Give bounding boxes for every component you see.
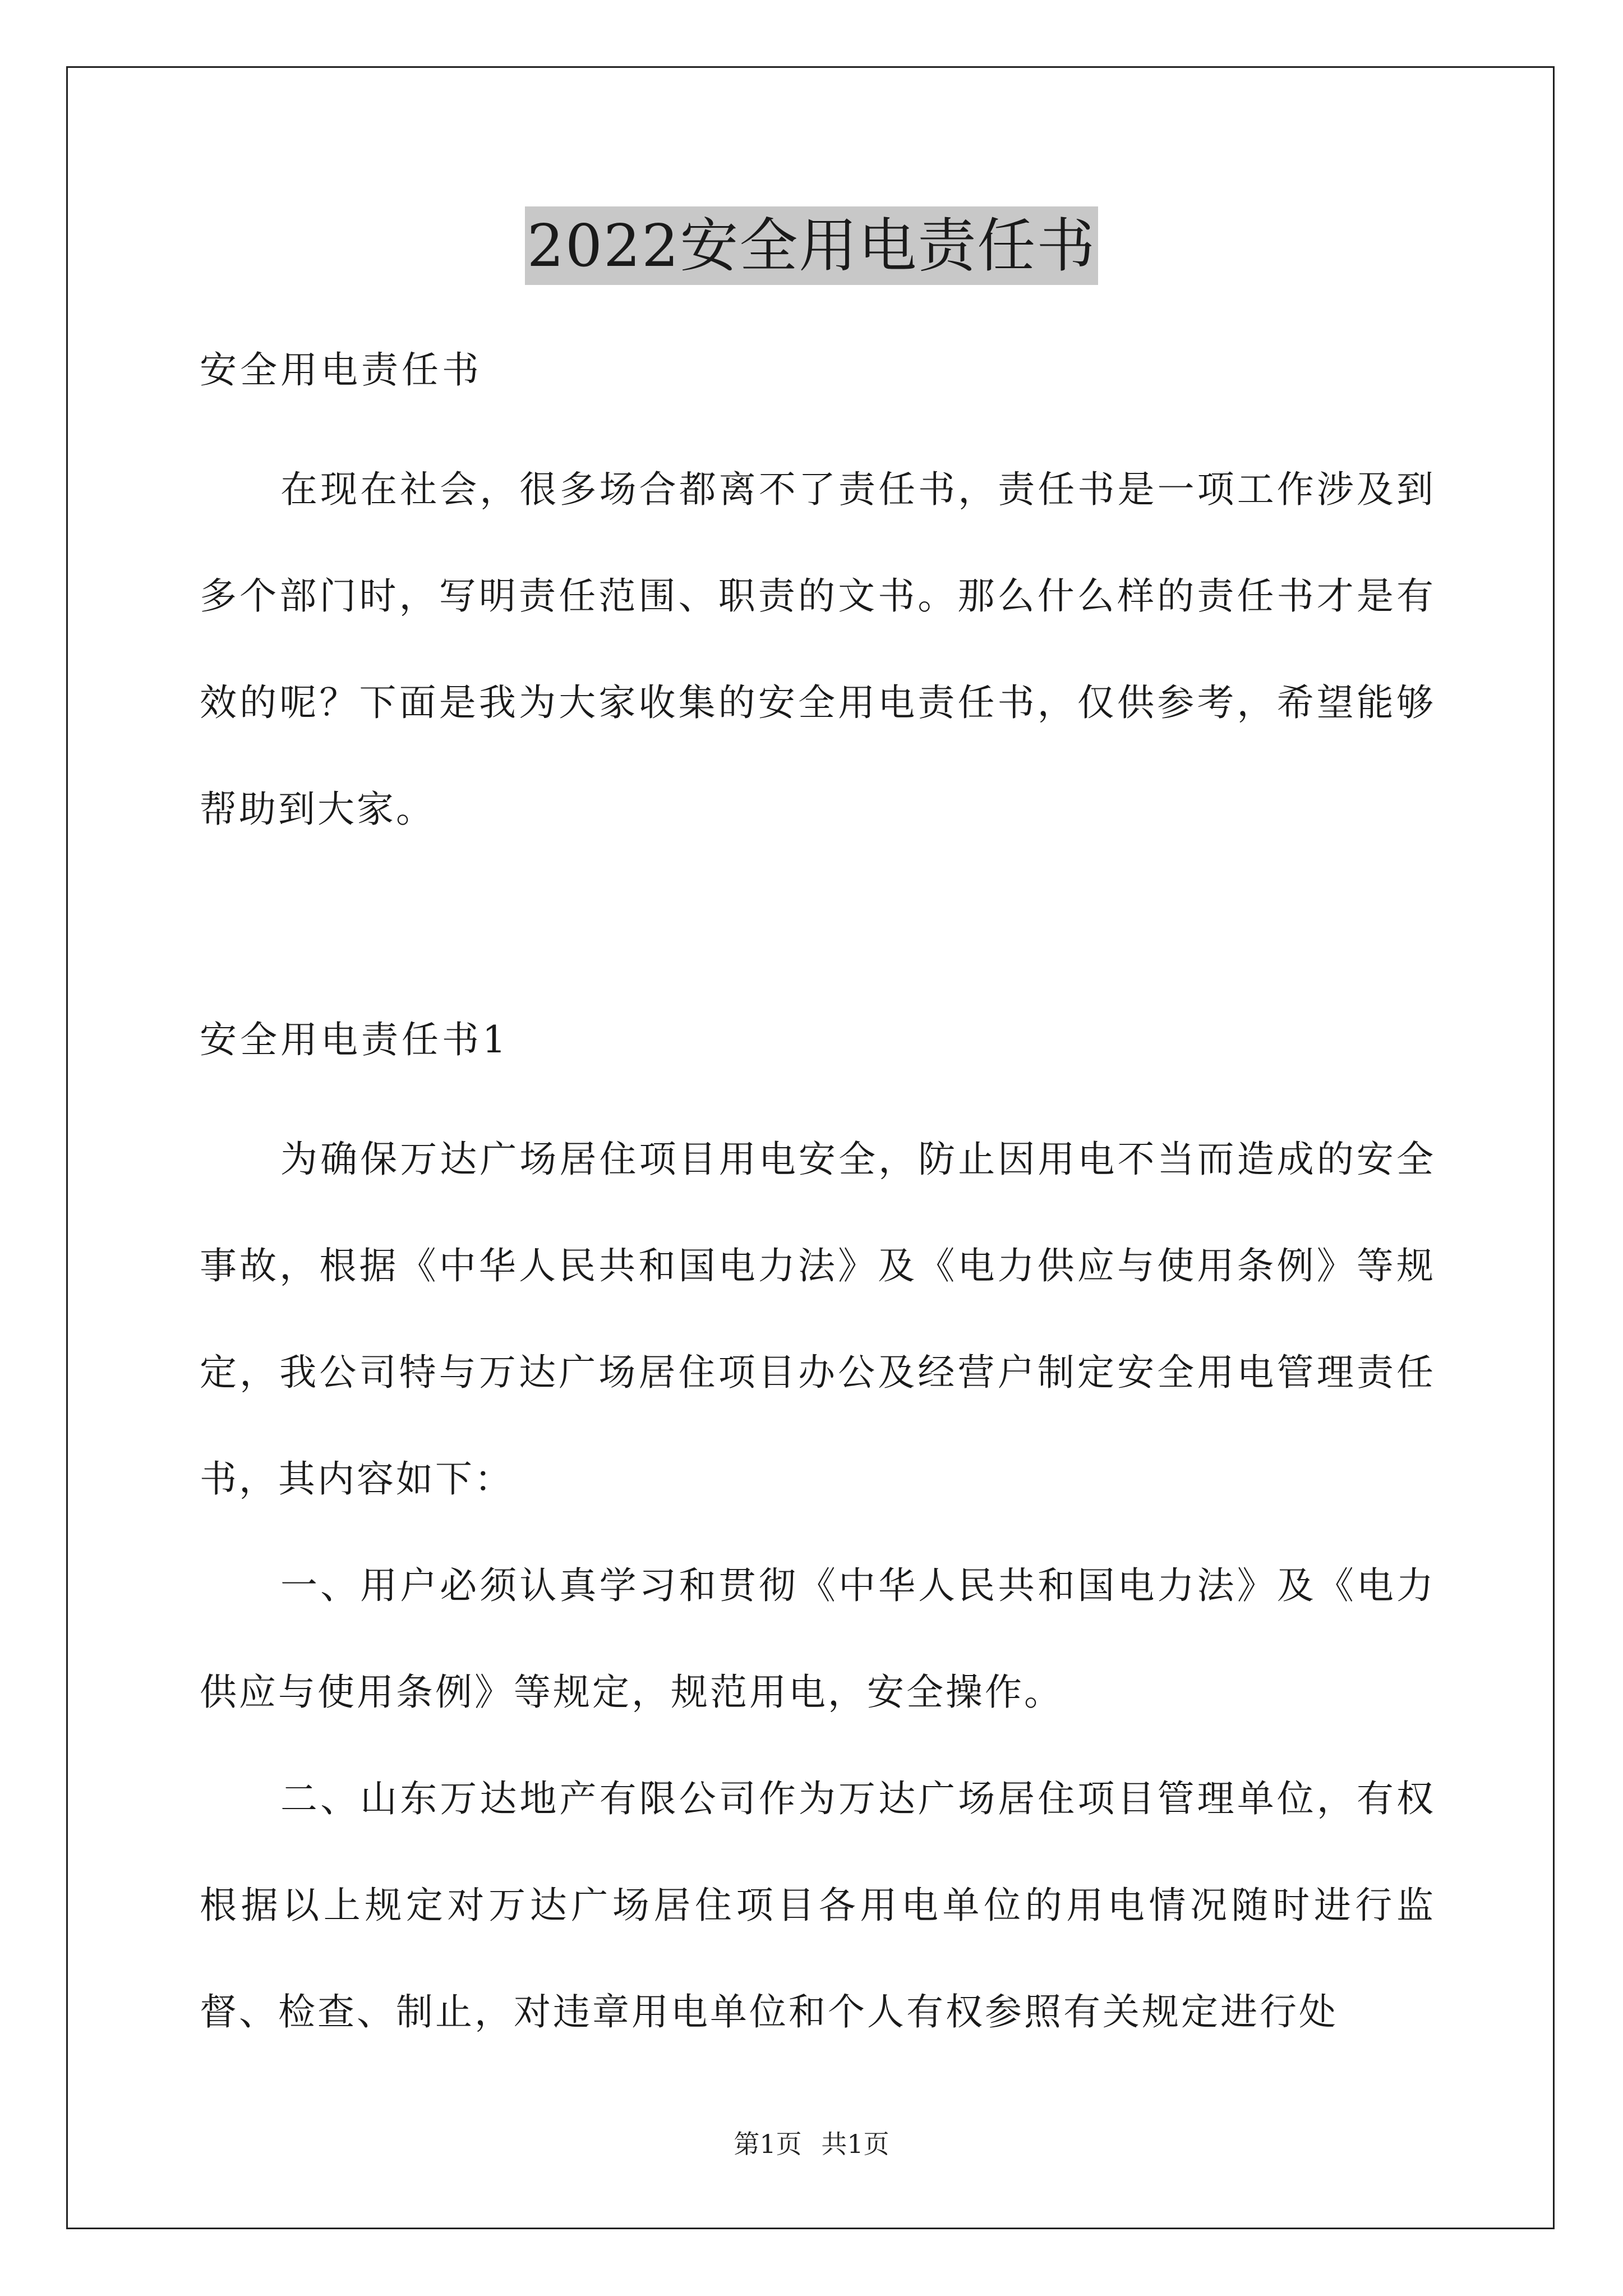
spacer	[200, 1067, 1436, 1106]
subsection-heading: 安全用电责任书1	[200, 1018, 509, 1061]
spacer	[200, 863, 1436, 1013]
spacer	[200, 397, 1436, 436]
page-count: 共1页	[821, 2129, 889, 2159]
body-paragraph: 二、山东万达地产有限公司作为万达广场居住项目管理单位，有权根据以上规定对万达广场居住项目各用电单位的用电情况随时进行监督、检查、制止，对违章用电单位和个人有权参照有关规定进行处	[200, 1777, 1436, 2033]
intro-paragraph: 在现在社会，很多场合都离不了责任书，责任书是一项工作涉及到多个部门时，写明责任范围、职责的文书。那么什么样的责任书才是有效的呢？下面是我为大家收集的安全用电责任书，仅供参考，希望能够帮助到大家。	[200, 468, 1436, 831]
page-number: 第1页	[734, 2129, 802, 2159]
document-body	[200, 343, 1436, 2065]
body-paragraph: 一、用户必须认真学习和贯彻《中华人民共和国电力法》及《电力供应与使用条例》等规定，规范用电，安全操作。	[200, 1564, 1436, 1714]
title-container	[0, 206, 1623, 285]
section-heading: 安全用电责任书	[200, 348, 482, 392]
body-paragraph: 为确保万达广场居住项目用电安全，防止因用电不当而造成的安全事故，根据《中华人民共和国电力法》及《电力供应与使用条例》等规定，我公司特与万达广场居住项目办公及经营户制定安全用电管理责任书，其内容如下：	[200, 1138, 1436, 1501]
document-title: 2022安全用电责任书	[525, 206, 1099, 285]
page-footer	[0, 2127, 1623, 2161]
